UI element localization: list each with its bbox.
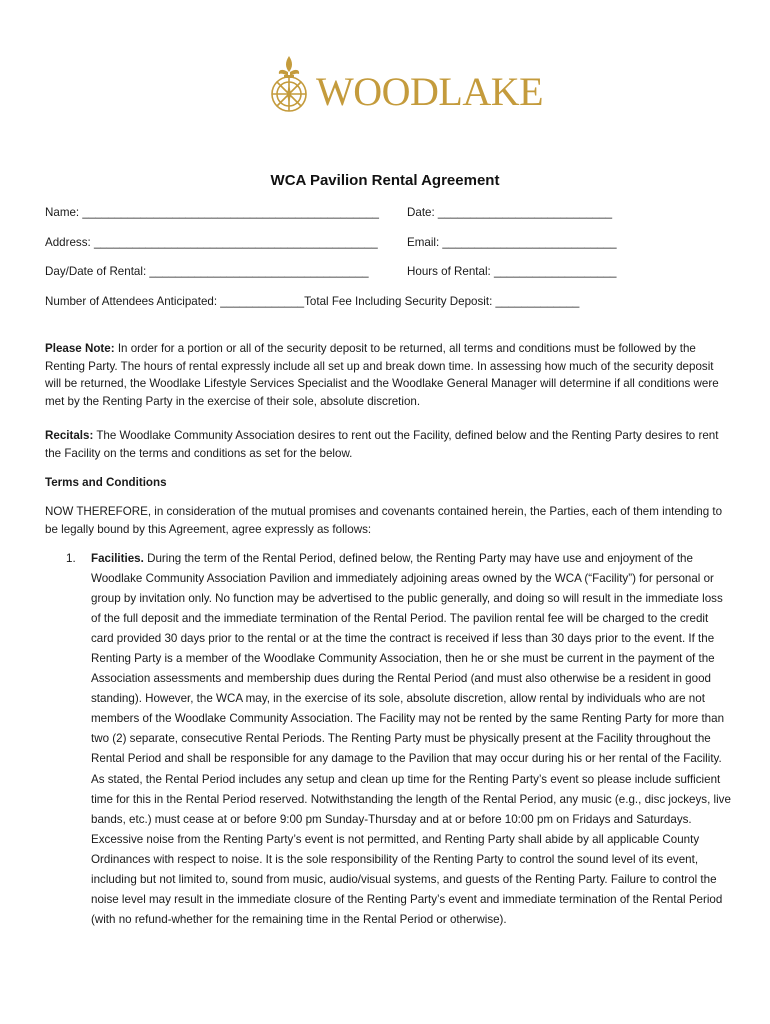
logo-brand-text: WOODLAKE: [316, 69, 544, 114]
please-note-label: Please Note:: [45, 342, 115, 355]
list-item-label: Facilities.: [91, 552, 144, 565]
page-title: WCA Pavilion Rental Agreement: [270, 172, 500, 189]
fleur-de-lis-compass-icon: [266, 54, 312, 118]
rental-date-field[interactable]: Day/Date of Rental: __________________________________: [45, 265, 369, 278]
terms-list: [45, 549, 731, 930]
list-item-body: [91, 549, 731, 930]
address-field[interactable]: Address: ____________________________________________: [45, 236, 378, 249]
recitals-paragraph: [45, 427, 725, 462]
recitals-label: Recitals:: [45, 429, 94, 442]
rental-hours-field[interactable]: Hours of Rental: ___________________: [407, 265, 617, 278]
recitals-text: The Woodlake Community Association desires to rent out the Facility, defined below and the Renting Party desires to rent the Facility on the terms and conditions as set for the below.: [45, 429, 719, 460]
please-note-text: In order for a portion or all of the security deposit to be returned, all terms and conditions must be followed by the Renting Party. The hours of rental expressly include all set up and break down time. In assessing how much of the security deposit will be returned, the Woodlake Lifestyle Services Specialist and the Woodlake General Manager will determine if all conditions were met by the Renting Party in the exercise of their sole, absolute discretion.: [45, 342, 719, 408]
attendees-fee-field[interactable]: Number of Attendees Anticipated: _____________Total Fee Including Security Deposit: _____________: [45, 295, 580, 308]
please-note-paragraph: [45, 340, 725, 410]
list-item-text: During the term of the Rental Period, defined below, the Renting Party may have use and enjoyment of the Woodlake Community Association Pavilion and immediately adjoining areas owned by the WCA (“Facility”) for personal or group by invitation only. No function may be advertised to the public generally, and doing so will result in the immediate loss of the full deposit and the immediate termination of the Rental Period. The pavilion rental fee will be charged to the credit card provided 30 days prior to the rental or at the time the contract is received if less than 30 days prior to the event. If the Renting Party is a member of the Woodlake Community Association, then he or she must be current in the payment of the Association assessments and membership dues during the Rental Period (and must also otherwise be a resident in good standing). However, the WCA may, in the exercise of its sole, absolute discretion, allow rental by individuals who are not members of the Woodlake Community Association. The Facility may not be rented by the same Renting Party for more than two (2) separate, consecutive Rental Periods. The Renting Party must be physically present at the Facility throughout the Rental Period and shall be responsible for any damage to the Pavilion that may occur during his or her rental of the Facility. As stated, the Rental Period includes any setup and clean up time for the Renting Party’s event so please include sufficient time for this in the Rental Period reserved. Notwithstanding the length of the Rental Period, any music (e.g., disc jockeys, live bands, etc.) must cease at or before 9:00 pm Sunday-Thursday and at or before 10:00 pm on Fridays and Saturdays. Excessive noise from the Renting Party’s event is not permitted, and Renting Party shall abide by all applicable County Ordinances with respect to noise. It is the sole responsibility of the Renting Party to control the sound level of its event, including but not limited to, sound from music, audio/visual systems, and guests of the Renting Party. Failure to control the noise level may result in the immediate closure of the Renting Party’s event and immediate termination of the Rental Period (with no refund-whether for the remaining time in the Rental Period or otherwise).: [91, 552, 731, 926]
list-item-number: 1.: [66, 552, 76, 565]
terms-heading: Terms and Conditions: [45, 476, 167, 489]
list-item: [45, 549, 731, 930]
name-field[interactable]: Name: ______________________________________________: [45, 206, 379, 219]
email-field[interactable]: Email: ___________________________: [407, 236, 617, 249]
now-therefore-paragraph: NOW THEREFORE, in consideration of the mutual promises and covenants contained herein, the Parties, each of them intending to be legally bound by this Agreement, agree expressly as follows:: [45, 505, 723, 536]
woodlake-logo: [266, 54, 544, 118]
date-field[interactable]: Date: ___________________________: [407, 206, 613, 219]
